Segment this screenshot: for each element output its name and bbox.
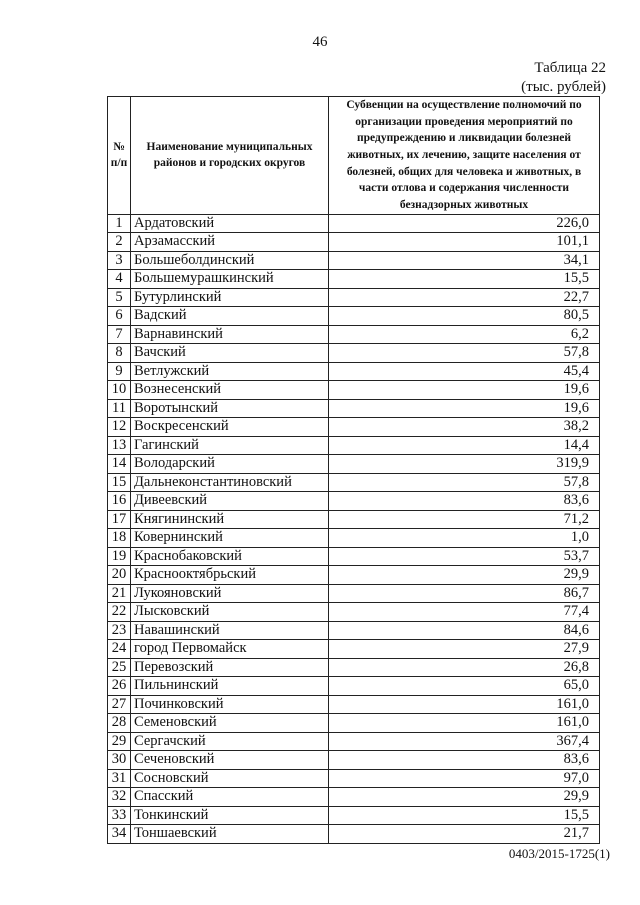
district-name: Краснооктябрьский [131,566,329,585]
subsidy-value: 57,8 [329,344,600,363]
subsidy-value: 19,6 [329,399,600,418]
district-name: Тонкинский [131,806,329,825]
table-row [108,677,600,696]
district-name: Сеченовский [131,751,329,770]
table-row [108,566,600,585]
district-name: Лукояновский [131,584,329,603]
district-name: Воротынский [131,399,329,418]
district-name: Гагинский [131,436,329,455]
district-name: Ардатовский [131,214,329,233]
row-number: 23 [108,621,131,640]
subsidy-value: 367,4 [329,732,600,751]
subsidy-value: 97,0 [329,769,600,788]
row-number: 8 [108,344,131,363]
row-number: 33 [108,806,131,825]
district-name: Вачский [131,344,329,363]
district-name: Навашинский [131,621,329,640]
row-number: 7 [108,325,131,344]
table-row [108,788,600,807]
row-number: 27 [108,695,131,714]
subsidy-value: 161,0 [329,695,600,714]
subsidy-value: 29,9 [329,788,600,807]
row-number: 19 [108,547,131,566]
district-name: Спасский [131,788,329,807]
table-row [108,418,600,437]
table-row [108,621,600,640]
subsidy-value: 15,5 [329,270,600,289]
district-name: Большемурашкинский [131,270,329,289]
table-header-row [108,97,600,215]
subsidy-value: 77,4 [329,603,600,622]
table-row [108,436,600,455]
row-number: 28 [108,714,131,733]
table-row [108,325,600,344]
subsidy-value: 161,0 [329,714,600,733]
district-name: Варнавинский [131,325,329,344]
subsidy-value: 21,7 [329,825,600,844]
subsidy-value: 80,5 [329,307,600,326]
subsidy-value: 83,6 [329,751,600,770]
table-row [108,806,600,825]
table-row [108,473,600,492]
table-row [108,214,600,233]
subsidy-value: 22,7 [329,288,600,307]
row-number: 12 [108,418,131,437]
subsidy-value: 84,6 [329,621,600,640]
table-row [108,455,600,474]
district-name: город Первомайск [131,640,329,659]
row-number: 31 [108,769,131,788]
row-number: 22 [108,603,131,622]
district-name: Тоншаевский [131,825,329,844]
table-row [108,603,600,622]
table-row [108,547,600,566]
row-number: 16 [108,492,131,511]
row-number: 2 [108,233,131,252]
subsidy-value: 15,5 [329,806,600,825]
subsidy-value: 1,0 [329,529,600,548]
table-row [108,658,600,677]
subsidy-value: 38,2 [329,418,600,437]
subsidy-value: 6,2 [329,325,600,344]
district-name: Вадский [131,307,329,326]
row-number: 24 [108,640,131,659]
row-number: 32 [108,788,131,807]
table-row [108,584,600,603]
row-number: 6 [108,307,131,326]
table-row [108,732,600,751]
subsidy-value: 226,0 [329,214,600,233]
row-number: 15 [108,473,131,492]
district-name: Арзамасский [131,233,329,252]
row-number: 20 [108,566,131,585]
table-row [108,714,600,733]
subsidy-value: 101,1 [329,233,600,252]
table-row [108,751,600,770]
district-name: Ветлужский [131,362,329,381]
subsidy-value: 86,7 [329,584,600,603]
row-number: 17 [108,510,131,529]
district-name: Починковский [131,695,329,714]
document-code: 0403/2015-1725(1) [508,846,610,861]
row-number: 13 [108,436,131,455]
district-name: Ковернинский [131,529,329,548]
table-row [108,825,600,844]
district-name: Княгининский [131,510,329,529]
district-name: Краснобаковский [131,547,329,566]
district-name: Дивеевский [131,492,329,511]
row-number: 26 [108,677,131,696]
table-row [108,307,600,326]
subsidy-value: 27,9 [329,640,600,659]
district-name: Пильнинский [131,677,329,696]
row-number: 11 [108,399,131,418]
table-row [108,529,600,548]
table-row [108,344,600,363]
row-number: 14 [108,455,131,474]
table-row [108,381,600,400]
district-name: Большеболдинский [131,251,329,270]
row-number: 25 [108,658,131,677]
table-row [108,362,600,381]
subsidy-value: 319,9 [329,455,600,474]
row-number: 30 [108,751,131,770]
district-name: Дальнеконстантиновский [131,473,329,492]
subsidy-value: 83,6 [329,492,600,511]
district-name: Сергачский [131,732,329,751]
district-name: Перевозский [131,658,329,677]
table-row [108,510,600,529]
unit-label: (тыс. рублей) [521,79,606,95]
row-number: 29 [108,732,131,751]
subsidy-value: 19,6 [329,381,600,400]
district-name: Воскресенский [131,418,329,437]
table-label: Таблица 22 [534,60,606,76]
page-number: 46 [312,34,328,50]
table-row [108,251,600,270]
subsidy-value: 34,1 [329,251,600,270]
row-number: 9 [108,362,131,381]
district-name: Семеновский [131,714,329,733]
table-row [108,270,600,289]
subsidy-value: 45,4 [329,362,600,381]
subsidy-value: 53,7 [329,547,600,566]
row-number: 18 [108,529,131,548]
table-row [108,769,600,788]
district-name: Лысковский [131,603,329,622]
table-row [108,399,600,418]
row-number: 3 [108,251,131,270]
district-name: Бутурлинский [131,288,329,307]
district-name: Сосновский [131,769,329,788]
header-name: Наименование муниципальных районов и городских округов [131,97,329,215]
subsidy-value: 71,2 [329,510,600,529]
district-name: Вознесенский [131,381,329,400]
table-body [108,214,600,843]
subsidy-value: 57,8 [329,473,600,492]
subsidy-table [107,96,600,844]
row-number: 10 [108,381,131,400]
row-number: 21 [108,584,131,603]
header-num: № п/п [108,97,131,215]
table-row [108,695,600,714]
table-row [108,640,600,659]
table-row [108,233,600,252]
subsidy-value: 65,0 [329,677,600,696]
district-name: Володарский [131,455,329,474]
row-number: 5 [108,288,131,307]
row-number: 1 [108,214,131,233]
subsidy-value: 29,9 [329,566,600,585]
row-number: 4 [108,270,131,289]
subsidy-value: 26,8 [329,658,600,677]
row-number: 34 [108,825,131,844]
table-row [108,492,600,511]
header-subsidy: Субвенции на осуществление полномочий по организации проведения мероприятий по предупреждению и ликвидации болезней животных, их лечению, защите населения от болезней, общих для человека и животных, в части отлова и содержания численности безнадзорных животных [329,97,600,215]
table-row [108,288,600,307]
subsidy-value: 14,4 [329,436,600,455]
